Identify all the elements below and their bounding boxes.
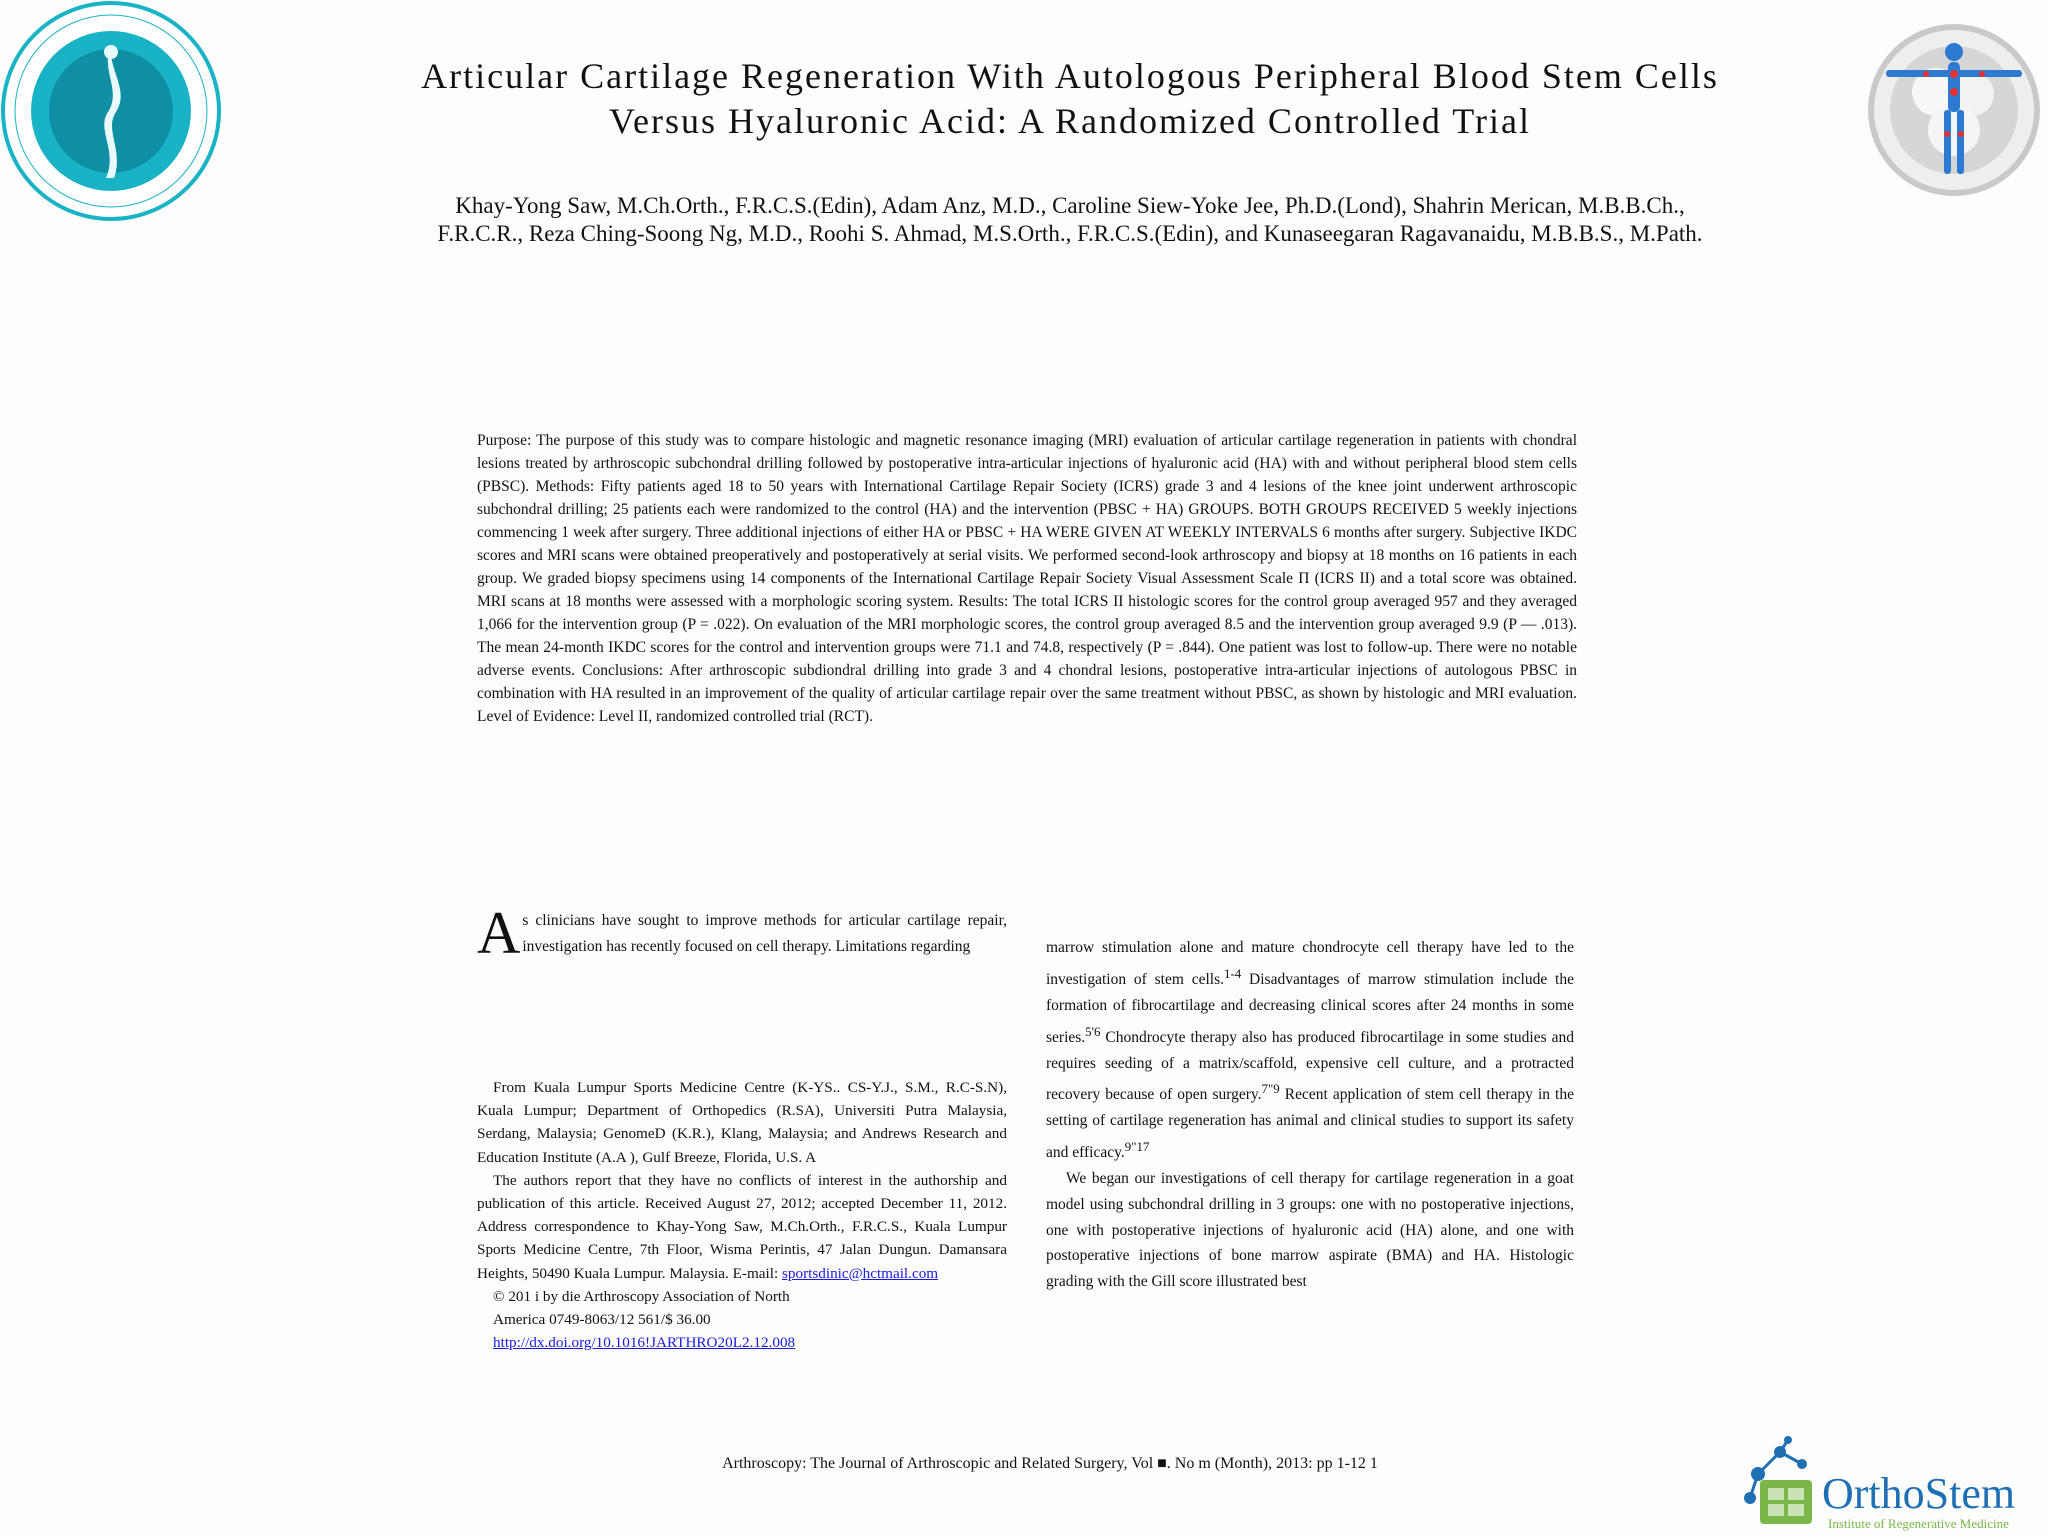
right-column [1046,935,1574,1295]
citation-ref: 7"9 [1261,1081,1280,1097]
conflicts-and-correspondence [477,1169,1007,1285]
email-link[interactable]: sportsdinic@hctmail.com [781,1264,939,1282]
text-segment: marrow stimulation alone and mature chondrocyte cell therapy have led to the investigation of stem cells. [1046,939,1574,988]
citation-ref: 9"17 [1124,1139,1150,1155]
stem-cell-body-logo [1866,22,2042,198]
journal-footer: Arthroscopy: The Journal of Arthroscopic and Related Surgery, Vol ■. No m (Month), 2013: pp 1-12 1 [722,1455,1378,1472]
author-list: Khay-Yong Saw, M.Ch.Orth., F.R.C.S.(Edin), Adam Anz, M.D., Caroline Siew-Yoke Jee, Ph.D.(Lond), Shahrin Merican, M.B.B.Ch., F.R.C.R., Reza Ching-Soong Ng, M.D., Roohi S. Ahmad, M.S.Orth., F.R.C.S.(Edin), and Kunaseegaran Ragavanaidu, M.B.B.S., M.Path. [437,193,1703,246]
text-segment: Disadvantages of marrow stimulation include the formation of fibrocartilage and decreasing clinical scores after 24 months in some series. [1046,970,1574,1046]
abstract: Purpose: The purpose of this study was to compare histologic and magnetic resonance imaging (MRI) evaluation of articular cartilage regeneration in patients with chondral lesions treated by arthroscopic subchondral drilling followed by postoperative intra-articular injections of hyaluronic acid (HA) with and without peripheral blood stem cells (PBSC). Methods: Fifty patients aged 18 to 50 years with International Cartilage Repair Society (ICRS) grade 3 and 4 lesions of the knee joint underwent arthroscopic subchondral drilling; 25 patients each were randomized to the control (HA) and the intervention (PBSC + HA) GROUPS. BOTH GROUPS RECEIVED 5 weekly injections commencing 1 week after surgery. Three additional injections of either HA or PBSC + HA WERE GIVEN AT WEEKLY INTERVALS 6 months after surgery. Subjective IKDC scores and MRI scans were obtained preoperatively and postoperatively at serial visits. We performed second-look arthroscopy and biopsy at 18 months on 16 patients in each group. We graded biopsy specimens using 14 components of the International Cartilage Repair Society Visual Assessment Scale Π (ICRS II) and a total score was obtained. MRI scans at 18 months were assessed with a morphologic scoring system. Results: The total ICRS II histologic scores for the control group averaged 957 and they averaged 1,066 for the intervention group (P = .022). On evaluation of the MRI morphologic scores, the control group averaged 8.5 and the intervention group averaged 9.9 (P — .013). The mean 24-month IKDC scores for the control and intervention groups were 71.1 and 74.8, respectively (P = .844). One patient was lost to follow-up. There were no notable adverse events. Conclusions: After arthroscopic subdiondral drilling into grade 3 and 4 chondral lesions, postoperative intra-articular injections of autologous PBSC in combination with HA resulted in an improvement of the quality of articular cartilage repair over the same treatment without PBSC, as shown by histologic and MRI evaluation. Level of Evidence: Level II, randomized controlled trial (RCT). [477,432,1577,725]
doi-line [477,1331,1007,1354]
citation-ref: 5'6 [1085,1023,1101,1039]
hellenic-society-seal-logo [0,0,222,222]
text-segment: Chondrocyte therapy also has produced fibrocartilage in some studies and requires seeding of a matrix/scaffold, expensive cell culture, and a protracted recovery because of open surgery. [1046,1028,1574,1104]
affiliation-text: From Kuala Lumpur Sports Medicine Centre (K-YS.. CS-Y.J., S.M., R.C-S.N), Kuala Lumpur; Department of Orthopedics (R.SA), Universiti Putra Malaysia, Serdang, Malaysia; GenomeD (K.R.), Klang, Malaysia; and Andrews Research and Education Institute (A.A ), Gulf Breeze, Florida, U.S. A [477,1079,1007,1166]
text-segment: Recent application of stem cell therapy in the setting of cartilage regeneration has animal and clinical studies to support its safety and efficacy. [1046,1086,1574,1162]
molecule-icon [1744,1436,1812,1524]
copyright-line-1: © 201 i by die Arthroscopy Association of North [493,1287,790,1305]
right-paragraph-1 [1046,935,1574,1166]
orthostem-logo [1730,1434,2048,1536]
intro-text: s clinicians have sought to improve methods for articular cartilage repair, investigation has recently focused on cell therapy. Limitations regarding [522,912,1007,955]
intro-paragraph [477,900,1007,966]
affiliation-footnote [477,1076,1007,1354]
right-paragraph-2: We began our investigations of cell therapy for cartilage regeneration in a goat model using subchondral drilling in 3 groups: one with no postoperative injections, one with postoperative injections of hyaluronic acid (HA) alone, and one with postoperative injections of bone marrow aspirate (BMA) and HA. Histologic grading with the Gill score illustrated best [1046,1170,1574,1291]
paper-title: Articular Cartilage Regeneration With Autologous Peripheral Blood Stem Cells Versus Hyaluronic Acid: A Randomized Controlled Trial [421,56,1719,141]
orthostem-wordmark: OrthoStem [1822,1469,2016,1518]
copyright-line-2: America 0749-8063/12 561/$ 36.00 [493,1311,711,1329]
drop-cap: A [477,900,521,966]
correspondence-text: The authors report that they have no conflicts of interest in the authorship and publication of this article. Received August 27, 2012; accepted December 11, 2012. Address correspondence to Khay-Yong Saw, M.Ch.Orth., F.R.C.S., Kuala Lumpur Sports Medicine Centre, 7th Floor, Wisma Perintis, 47 Jalan Dungun. Damansara Heights, 50490 Kuala Lumpur. Malaysia. E-mail: [477,1171,1007,1282]
orthostem-subtitle: Institute of Regenerative Medicine [1828,1516,2009,1531]
doi-link[interactable]: http://dx.doi.org/10.1016!JARTHRO20L2.12.008 [493,1334,796,1352]
citation-ref: 1-4 [1224,965,1242,981]
